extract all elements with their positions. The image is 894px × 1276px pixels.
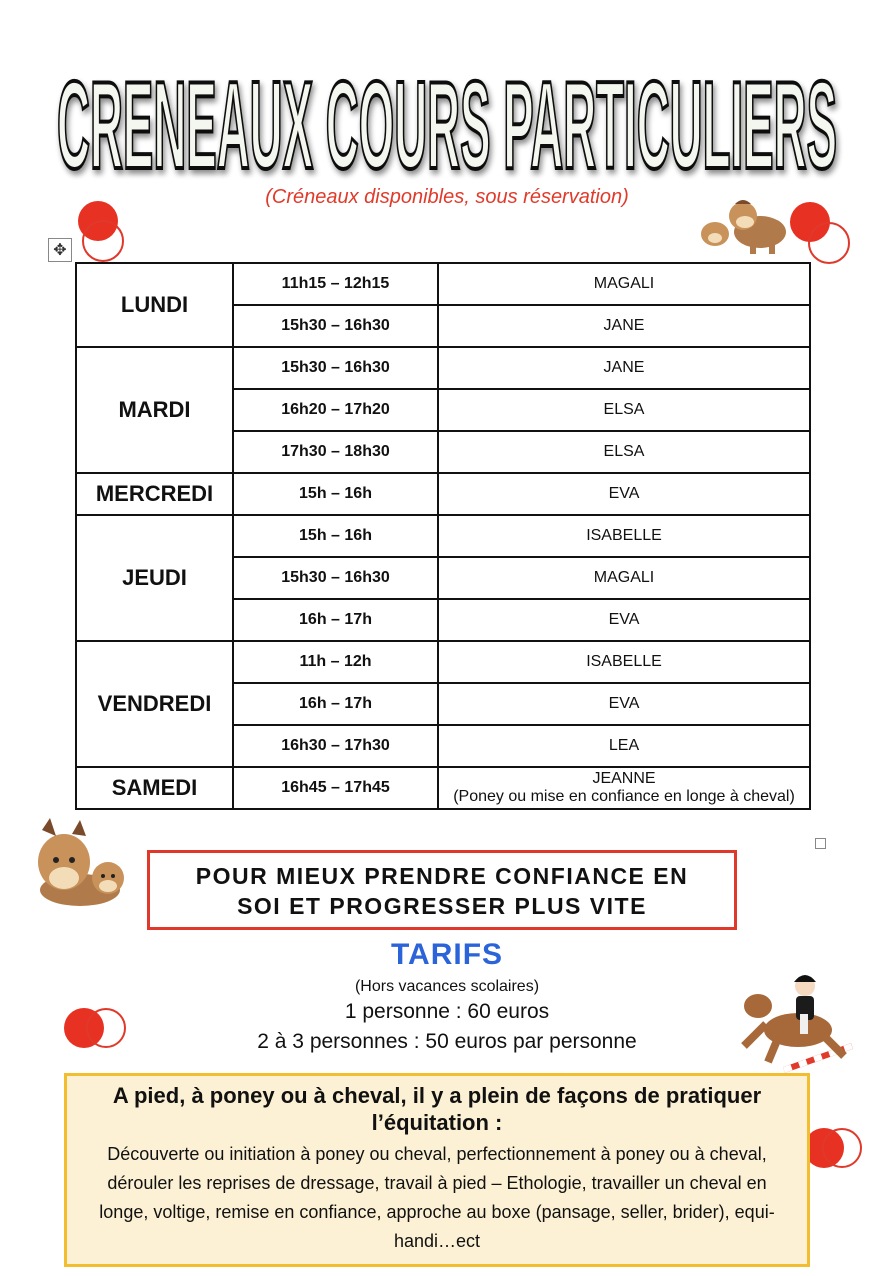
teacher-note: (Poney ou mise en confiance en longe à cheval) (453, 788, 795, 805)
tarif-line-2: 2 à 3 personnes : 50 euros par personne (257, 1030, 637, 1053)
teacher-cell (438, 431, 810, 473)
teacher-name: ELSA (603, 401, 645, 418)
time-cell: 11h15 – 12h15 (233, 263, 438, 305)
activities-text: Découverte ou initiation à poney ou cheval, perfectionnement à poney ou à cheval, dérouler les reprises de dressage, travail à pied – Ethologie, travailler un cheval en longe, voltige, remise en confiance, approche au boxe (pansage, seller, brider), equi-handi…ect (99, 1144, 775, 1251)
teacher-cell (438, 683, 810, 725)
horses-cartoon-icon (695, 196, 795, 256)
teacher-name: MAGALI (593, 275, 655, 292)
time-cell: 17h30 – 18h30 (233, 431, 438, 473)
teacher-name: ISABELLE (586, 527, 662, 544)
time-cell: 15h30 – 16h30 (233, 347, 438, 389)
time-cell: 15h30 – 16h30 (233, 305, 438, 347)
teacher-cell (438, 389, 810, 431)
teacher-name: EVA (608, 695, 640, 712)
day-cell: MERCREDI (76, 473, 233, 515)
decor-ring (822, 1128, 862, 1168)
teacher-name: LEA (608, 737, 640, 754)
table-row (76, 515, 810, 557)
teacher-name: ISABELLE (586, 653, 662, 670)
table-resize-handle[interactable] (815, 838, 826, 849)
confidence-callout (147, 850, 737, 930)
time-cell: 11h – 12h (233, 641, 438, 683)
teacher-name: JANE (603, 359, 645, 376)
table-row (76, 473, 810, 515)
day-cell: SAMEDI (76, 767, 233, 809)
teacher-name: EVA (608, 485, 640, 502)
activities-box (64, 1073, 810, 1267)
schedule-body (76, 263, 810, 809)
teacher-cell (438, 599, 810, 641)
time-cell: 15h – 16h (233, 473, 438, 515)
teacher-cell (438, 305, 810, 347)
tarifs-note: (Hors vacances scolaires) (354, 978, 540, 995)
callout-line-1: POUR MIEUX PRENDRE CONFIANCE EN (195, 863, 689, 889)
decor-ring (808, 222, 850, 264)
teacher-cell (438, 557, 810, 599)
teacher-cell (438, 263, 810, 305)
time-cell: 16h30 – 17h30 (233, 725, 438, 767)
day-cell: VENDREDI (76, 641, 233, 767)
tarifs-title: TARIFS (390, 938, 504, 971)
table-move-handle-icon[interactable]: ✥ (48, 238, 72, 262)
teacher-name: JEANNE (592, 770, 656, 787)
teacher-cell (438, 641, 810, 683)
teacher-name: JANE (603, 317, 645, 334)
table-row (76, 641, 810, 683)
teacher-cell (438, 515, 810, 557)
tarif-line-1: 1 personne : 60 euros (344, 1000, 550, 1023)
teacher-name: ELSA (603, 443, 645, 460)
teacher-cell (438, 473, 810, 515)
teacher-cell (438, 767, 810, 809)
day-cell: MARDI (76, 347, 233, 473)
day-cell: JEUDI (76, 515, 233, 641)
callout-line-2: SOI ET PROGRESSER PLUS VITE (237, 893, 647, 919)
time-cell: 16h45 – 17h45 (233, 767, 438, 809)
table-row (76, 347, 810, 389)
time-cell: 16h – 17h (233, 683, 438, 725)
teacher-name: MAGALI (593, 569, 655, 586)
time-cell: 16h20 – 17h20 (233, 389, 438, 431)
teacher-name: EVA (608, 611, 640, 628)
time-cell: 15h30 – 16h30 (233, 557, 438, 599)
page-title-graphic (47, 40, 847, 180)
activities-title: A pied, à poney ou à cheval, il y a plein de façons de pratiquer l’équitation : (112, 1083, 762, 1135)
time-cell: 16h – 17h (233, 599, 438, 641)
time-cell: 15h – 16h (233, 515, 438, 557)
teacher-cell (438, 347, 810, 389)
day-cell: LUNDI (76, 263, 233, 347)
teacher-cell (438, 725, 810, 767)
table-row (76, 263, 810, 305)
decor-ring (82, 220, 124, 262)
table-row (76, 767, 810, 809)
page-title: CRENEAUX COURS PARTICULIERS (57, 57, 837, 180)
page-title-container (0, 40, 894, 180)
schedule-table (75, 262, 811, 810)
horse-cartoon-icon (20, 816, 132, 910)
subtitle: (Créneaux disponibles, sous réservation) (265, 186, 629, 208)
